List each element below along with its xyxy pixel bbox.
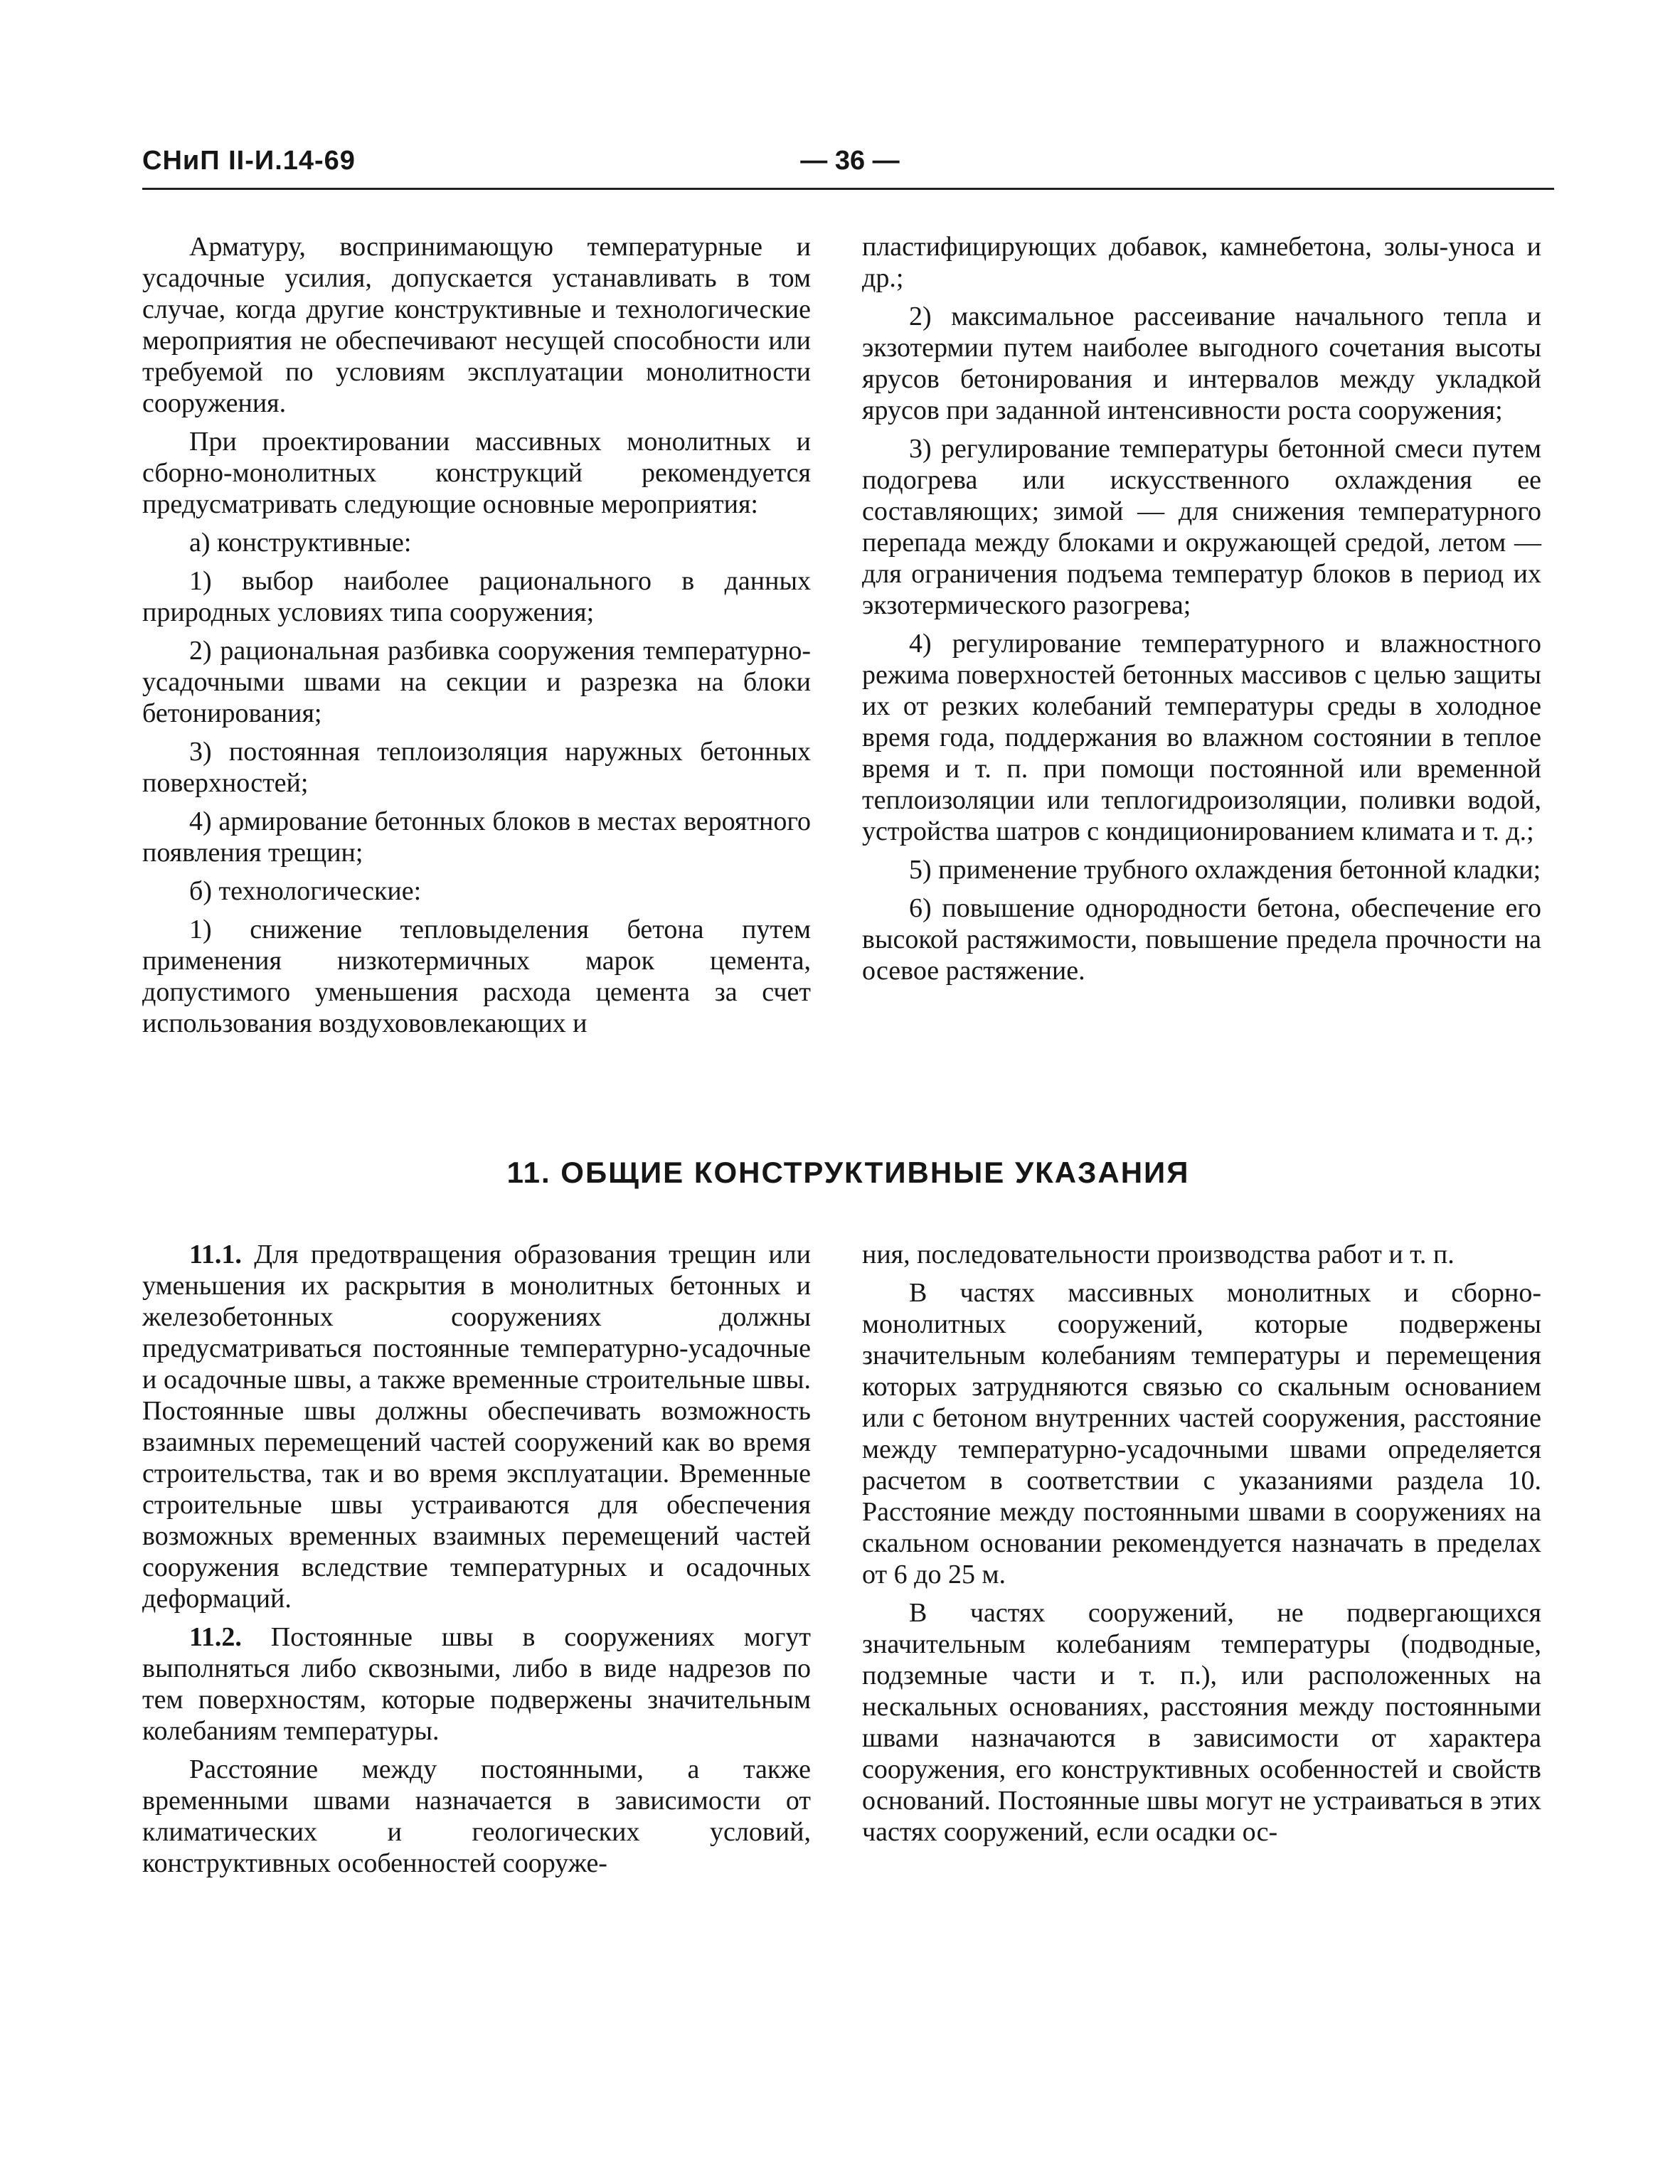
top-right-column: [862, 231, 1541, 994]
section-title: 11. ОБЩИЕ КОНСТРУКТИВНЫЕ УКАЗАНИЯ: [506, 1156, 1190, 1189]
header-rule: [142, 188, 1554, 190]
paragraph-continuation: ния, последовательности производства работ и т. п.: [862, 1240, 1455, 1269]
list-item: 1) выбор наиболее рационального в данных природных условиях типа сооружения;: [142, 566, 811, 627]
list-item: 4) армирование бетонных блоков в местах вероятного появления трещин;: [142, 806, 811, 868]
list-item: 6) повышение однородности бетона, обеспечение его высокой растяжимости, повышение предела прочности на осевое растяжение.: [862, 893, 1541, 986]
paragraph: При проектировании массивных монолитных и сборно-монолитных конструкций рекомендуется предусматривать следующие основные мероприятия:: [142, 427, 811, 519]
paragraph: Расстояние между постоянными, а также временными швами назначается в зависимости от климатических и геологических условий, конструктивных особенностей сооруже-: [142, 1754, 811, 1878]
clause-text: Для предотвращения образования трещин или уменьшения их раскрытия в монолитных бетонных и железобетонных сооружениях должны предусматриваться постоянные температурно-усадочные и осадочные швы, а также временные строительные швы. Постоянные швы должны обеспечивать возможность взаимных перемещений частей сооружений как во время строительства, так и во время эксплуатации. Временные строительные швы устраиваются для обеспечения возможных временных взаимных перемещений частей сооружения вследствие температурных и осадочных деформаций.: [142, 1240, 811, 1614]
list-item: 4) регулирование температурного и влажностного режима поверхностей бетонных массивов с целью защиты их от резких колебаний температуры среды в холодное время года, поддержания во влажном состоянии в теплое время и т. п. при помощи постоянной или временной теплоизоляции или теплогидроизоляции, поливки водой, устройства шатров с кондиционированием климата и т. д.;: [862, 629, 1541, 846]
document-code: СНиП II-И.14-69: [142, 146, 356, 176]
list-item: 1) снижение тепловыделения бетона путем применения низкотермичных марок цемента, допустимого уменьшения расхода цемента за счет использования воздухововлекающих и: [142, 915, 811, 1038]
page-header: [142, 146, 1554, 190]
list-heading: б) технологические:: [189, 876, 422, 906]
list-heading: а) конструктивные:: [189, 528, 412, 558]
list-item: 2) рациональная разбивка сооружения температурно-усадочными швами на секции и разрезка на блоки бетонирования;: [142, 636, 811, 728]
clause-11-2: [142, 1621, 811, 1747]
list-item: 3) постоянная теплоизоляция наружных бетонных поверхностей;: [142, 737, 811, 798]
page-number: — 36 —: [800, 146, 900, 176]
clause-11-1: [142, 1239, 811, 1614]
list-item: 2) максимальное рассеивание начального тепла и экзотермии путем наиболее выгодного сочетания высоты ярусов бетонирования и интервалов между укладкой ярусов при заданной интенсивности роста сооружения;: [862, 302, 1541, 425]
list-item: 3) регулирование температуры бетонной смеси путем подогрева или искусственного охлаждения ее составляющих; зимой — для снижения температурного перепада между блоками и окружающей средой, летом — для ограничения подъема температур блоков в период их экзотермического разогрева;: [862, 434, 1541, 620]
paragraph: В частях сооружений, не подвергающихся значительным колебаниям температуры (подводные, подземные части и т. п.), или расположенных на нескальных основаниях, расстояния между постоянными швами назначаются в зависимости от характера сооружения, его конструктивных особенностей и свойств оснований. Постоянные швы могут не устраиваться в этих частях сооружений, если осадки ос-: [862, 1598, 1541, 1847]
clause-number: 11.1.: [189, 1240, 242, 1269]
clause-number: 11.2.: [189, 1622, 242, 1652]
list-item: 5) применение трубного охлаждения бетонной кладки;: [909, 855, 1541, 885]
paragraph-continuation: пластифицирующих добавок, камнебетона, золы-уноса и др.;: [862, 232, 1541, 293]
clause-text: Постоянные швы в сооружениях могут выполняться либо сквозными, либо в виде надрезов по тем поверхностям, которые подвержены значительным колебаниям температуры.: [142, 1622, 811, 1746]
top-left-column: [142, 231, 811, 1046]
bottom-right-column: [862, 1239, 1541, 1855]
paragraph: Арматуру, воспринимающую температурные и усадочные усилия, допускается устанавливать в том случае, когда другие конструктивные и технологические мероприятия не обеспечивают несущей способности или требуемой по условиям эксплуатации монолитности сооружения.: [142, 232, 811, 418]
bottom-left-column: [142, 1239, 811, 1886]
paragraph: В частях массивных монолитных и сборно-монолитных сооружений, которые подвержены значительным колебаниям температуры и перемещения которых затрудняются связью со скальным основанием или с бетоном внутренних частей сооружения, расстояние между температурно-усадочными швами определяется расчетом в соответствии с указаниями раздела 10. Расстояние между постоянными швами в сооружениях на скальном основании рекомендуется назначать в пределах от 6 до 25 м.: [862, 1278, 1541, 1589]
